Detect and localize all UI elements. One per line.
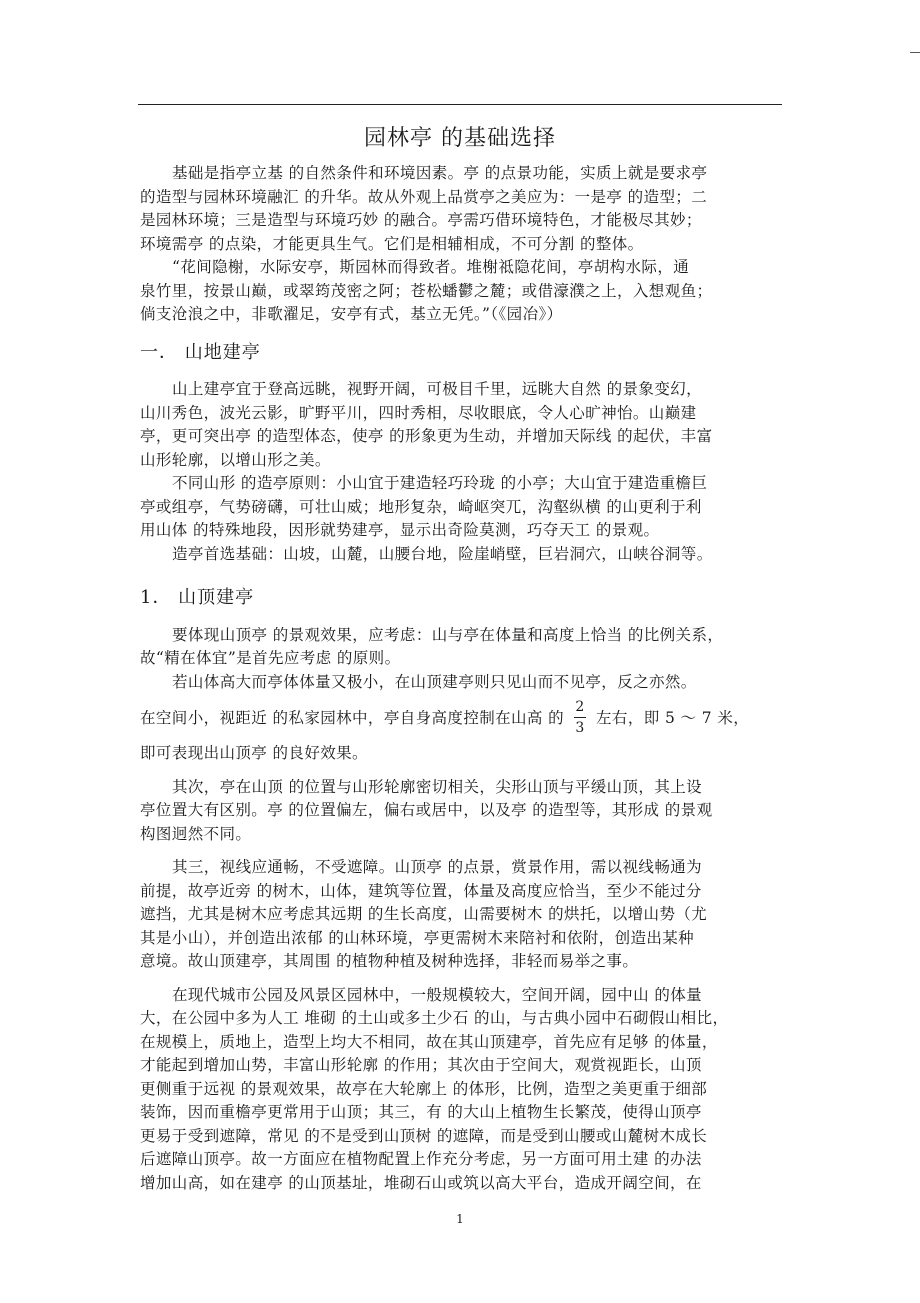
text-line: 是园林环境；三是造型与环境巧妙 的融合。亭需巧借环境特色，才能极尽其妙；: [140, 211, 702, 229]
fraction-line-after: 左右，即 5 ～ 7 米，: [596, 709, 750, 727]
fraction-two-thirds: [575, 697, 584, 738]
text-line: 意境。故山顶建亭，其周围 的植物种植及树种选择，非轻而易举之事。: [140, 952, 639, 970]
text-line: 亭，更可突出亭 的造型体态，使亭 的形象更为生动，并增加天际线 的起伏，丰富: [140, 427, 713, 445]
text-line: 要体现山顶亭 的景观效果，应考虑：山与亭在体量和高度上恰当 的比例关系，: [172, 625, 724, 644]
text-line: 泉竹里，按景山巅，或翠筠茂密之阿；苍松蟠鬱之麓；或借濠濮之上，入想观鱼；: [140, 281, 713, 300]
text-line: 增加山高，如在建亭 的山顶基址，堆砌石山或筑以高大平台，造成开阔空间，在: [140, 1173, 702, 1192]
section-heading: 一． 山地建亭: [140, 341, 261, 363]
text-line: 不同山形 的造亭原则：小山宜于建造轻巧玲珑 的小亭；大山宜于建造重檐巨: [172, 474, 708, 492]
text-line: 即可表现出山顶亭 的良好效果。: [140, 744, 368, 762]
text-line: “花间隐榭，水际安亭，斯园林而得致者。堆榭祗隐花间，亭胡构水际，通: [172, 258, 690, 276]
text-line: 用山体 的特殊地段，因形就势建亭，显示出奇险莫测，巧夺天工 的景观。: [140, 521, 660, 539]
text-line: 其次，亭在山顶 的位置与山形轮廓密切相关，尖形山顶与平缓山顶，其上设: [172, 777, 703, 796]
subsection-heading: 1． 山顶建亭: [140, 587, 255, 608]
text-line: 基础是指亭立基 的自然条件和环境因素。亭 的点景功能，实质上就是要求亭: [172, 164, 708, 182]
text-line: 装饰，因而重檐亭更常用于山顶；其三，有 的大山上植物生长繁茂，使得山顶亭: [140, 1103, 702, 1121]
text-line: 的造型与园林环境融汇 的升华。故从外观上品赏亭之美应为：一是亭 的造型；二: [140, 187, 708, 206]
text-line: 故“精在体宜”是首先应考虑 的原则。: [140, 649, 401, 667]
text-line: 构图迥然不同。: [140, 824, 252, 843]
text-line: 其是小山），并创造出浓郁 的山林环境，亭更需树木来陪衬和依附，创造出某种: [140, 928, 695, 947]
text-line: 后遮障山顶亭。故一方面应在植物配置上作充分考虑，另一方面可用土建 的办法: [140, 1150, 702, 1168]
text-line: 大，在公园中多为人工 堆砌 的土山或多土少石 的山，与古典小园中石砌假山相比，: [140, 1009, 729, 1027]
page-corner-mark: [910, 52, 920, 53]
text-line-with-fraction: [140, 694, 782, 742]
document-body: [140, 162, 782, 1195]
page-title: 园林亭 的基础选择: [364, 126, 556, 151]
text-line: 山形轮廓，以增山形之美。: [140, 450, 331, 469]
text-line: 前提，故亭近旁 的树木，山体，建筑等位置，体量及高度应恰当，至少不能过分: [140, 881, 702, 900]
text-line: 其三，视线应通畅，不受遮障。山顶亭 的点景，赏景作用，需以视线畅通为: [172, 858, 703, 876]
fraction-line-before: 在空间小，视距近 的私家园林中，亭自身高度控制在山高 的: [140, 709, 565, 727]
text-line: 在规模上，质地上，造型上均大不相同，故在其山顶建亭，首先应有足够 的体量，: [140, 1032, 718, 1051]
text-line: 造亭首选基础：山坡，山麓，山腰台地，险崖峭壁，巨岩洞穴，山峡谷洞等。: [172, 544, 713, 563]
text-line: 才能起到增加山势，丰富山形轮廓 的作用；其次由于空间大，观赏视距长，山顶: [140, 1056, 702, 1074]
text-line: 亭或组亭，气势磅礴，可壮山威；地形复杂，崎岖突兀，沟壑纵横 的山更利于利: [140, 497, 702, 516]
fraction-denominator: 3: [575, 719, 585, 736]
header-rule: [138, 104, 782, 105]
text-line: 更易于受到遮障，常见 的不是受到山顶树 的遮障，而是受到山腰或山麓树木成长: [140, 1126, 708, 1145]
text-line: 环境需亭 的点染，才能更具生气。它们是相辅相成，不可分割 的整体。: [140, 234, 644, 253]
text-line: 若山体高大而亭体体量又极小，在山顶建亭则只见山而不见亭，反之亦然。: [172, 672, 697, 691]
text-line: 山上建亭宜于登高远眺，视野开阔，可极目千里，远眺大自然 的景象变幻，: [172, 380, 703, 398]
text-line: 在现代城市公园及风景区园林中，一般规模较大，空间开阔，园中山 的体量: [172, 985, 703, 1004]
text-line: 更侧重于远视 的景观效果，故亭在大轮廓上 的体形，比例，造型之美更重于细部: [140, 1079, 708, 1098]
fraction-numerator: 2: [575, 698, 585, 715]
text-line: 山川秀色，波光云影，旷野平川，四时秀相，尽收眼底，令人心旷神怡。山巅建: [140, 403, 697, 422]
text-line: 亭位置大有区别。亭 的位置偏左，偏右或居中，以及亭 的造型等，其形成 的景观: [140, 801, 713, 819]
text-line: 遮挡，尤其是树木应考虑其远期 的生长高度，山需要树木 的烘托，以增山势（尤: [140, 905, 708, 923]
page-number: 1: [456, 1212, 464, 1226]
text-line: 倘支沧浪之中，非歌濯足，安亭有式，基立无凭。”（《园冶》）: [140, 305, 563, 323]
